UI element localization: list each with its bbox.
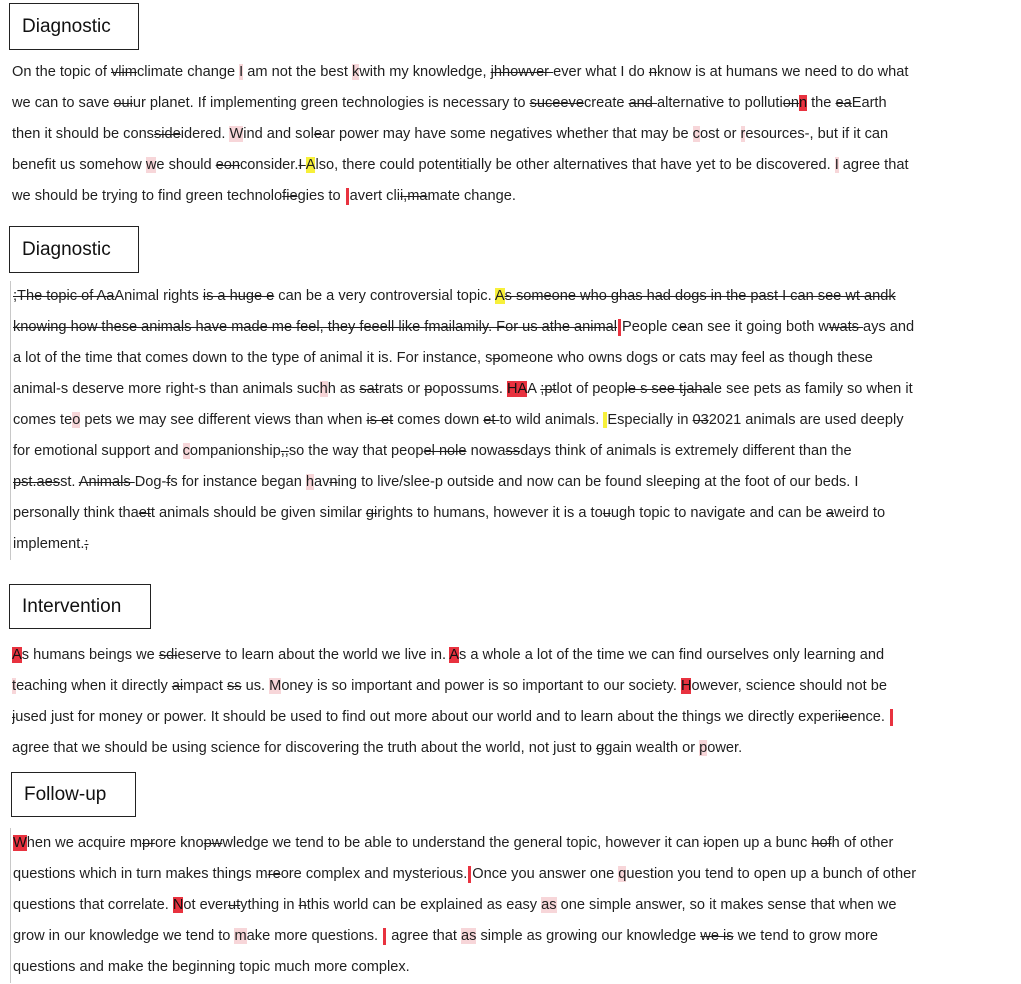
highlighted-text: as xyxy=(460,928,477,944)
text-run: idered. xyxy=(180,126,230,142)
deleted-text: is et xyxy=(366,412,394,428)
text-run: this world can be explained as easy xyxy=(306,897,542,913)
deleted-text: ;The topic of Aa xyxy=(13,288,115,304)
text-run: s humans beings we xyxy=(21,647,159,663)
highlighted-text: I xyxy=(834,157,839,173)
text-run: implement. xyxy=(13,536,85,552)
text-line xyxy=(13,859,1013,890)
highlighted-text: k xyxy=(351,64,360,80)
text-line xyxy=(12,181,1012,212)
text-run: then it should be cons xyxy=(12,126,154,142)
deleted-text: gi xyxy=(365,505,378,521)
text-run: a lot of the time that comes down to the type of animal it is. For instance, s xyxy=(13,350,493,366)
deleted-text: eon xyxy=(215,157,240,173)
text-run: t animals should be given similar xyxy=(150,505,366,521)
highlighted-text: r xyxy=(740,126,746,142)
text-run: open up a bunc xyxy=(706,835,812,851)
deleted-text: ; xyxy=(84,536,89,552)
text-run: comes te xyxy=(13,412,73,428)
text-run: 2021 animals are used deeply xyxy=(708,412,904,428)
text-run: h of other xyxy=(831,835,894,851)
deleted-text: ai xyxy=(171,678,184,694)
text-run: days think of animals is extremely different than the xyxy=(520,443,852,459)
deleted-text: and xyxy=(628,95,657,111)
text-run: know is at humans we need to do what xyxy=(656,64,909,80)
deleted-text: e xyxy=(313,126,322,142)
text-run: personally think tha xyxy=(13,505,139,521)
deleted-text: i,ma xyxy=(399,188,428,204)
deleted-text: sdi xyxy=(158,647,178,663)
deleted-text: side xyxy=(153,126,181,142)
text-run: agree that xyxy=(838,157,909,173)
highlighted-text: I xyxy=(239,64,244,80)
deleted-text: s someone who ghas had dogs in the past I can see wt andk xyxy=(504,288,896,304)
text-run: questions and make the beginning topic much more complex. xyxy=(13,959,410,975)
text-run: agree that we should be using science for discovering the truth about the world, not just to xyxy=(12,740,597,756)
highlighted-text: W xyxy=(229,126,244,142)
text-run: Especially in xyxy=(607,412,693,428)
text-run: ake more questions. xyxy=(246,928,383,944)
deleted-text: n xyxy=(648,64,657,80)
text-run: used just for money or power. It should be used to find out more about our world and to learn about the things we directly experi xyxy=(15,709,838,725)
highlighted-text: HA xyxy=(507,381,528,397)
text-run: to wild animals. xyxy=(499,412,604,428)
text-line xyxy=(13,529,1013,560)
text-run: lso, there could potent xyxy=(315,157,460,173)
highlighted-text: t xyxy=(12,678,17,694)
text-run: Animal rights xyxy=(114,288,203,304)
deleted-text: p xyxy=(424,381,433,397)
text-run: create xyxy=(583,95,629,111)
text-run: ur planet. If implementing green technologies is necessary to xyxy=(132,95,530,111)
highlighted-text: c xyxy=(182,443,190,459)
text-run: owever, science should not be xyxy=(691,678,888,694)
deleted-text: a xyxy=(825,505,834,521)
text-run: le see pets as family so when it xyxy=(710,381,913,397)
text-run: hen we acquire m xyxy=(26,835,142,851)
text-line xyxy=(12,640,1012,671)
deleted-text: j xyxy=(12,709,16,725)
deleted-text: suceeve xyxy=(529,95,584,111)
deleted-text: pst.aes xyxy=(13,474,61,490)
text-line xyxy=(13,921,1013,952)
text-run: Dog- xyxy=(134,474,167,490)
text-run: ore kno xyxy=(154,835,204,851)
text-run: so the way that peop xyxy=(288,443,424,459)
deleted-text: Animals xyxy=(78,474,135,490)
section-paragraph-diagnostic-1 xyxy=(12,57,1012,212)
text-run: ence. xyxy=(849,709,889,725)
text-run: ompanionship xyxy=(189,443,281,459)
text-line xyxy=(12,733,1012,764)
text-run: e should xyxy=(156,157,216,173)
text-run: mate change. xyxy=(427,188,516,204)
highlighted-text: M xyxy=(269,678,282,694)
section-paragraph-intervention xyxy=(12,640,1012,764)
text-run: People c xyxy=(622,319,679,335)
highlighted-text: p xyxy=(699,740,708,756)
text-run: ays and xyxy=(863,319,915,335)
text-line xyxy=(13,343,1013,374)
text-run: esources-, but if it can xyxy=(745,126,889,142)
section-label-diagnostic-1: Diagnostic xyxy=(9,3,139,50)
text-run: ugh topic to navigate and can be xyxy=(610,505,826,521)
text-line xyxy=(13,436,1013,467)
edit-cursor-marker xyxy=(618,319,621,336)
text-line xyxy=(13,828,1013,859)
highlighted-text: n xyxy=(798,95,808,111)
highlighted-text: q xyxy=(618,866,627,882)
text-run: uestion you tend to open up a bunch of other xyxy=(626,866,917,882)
text-run: comes down xyxy=(393,412,484,428)
deleted-text: et xyxy=(138,505,151,521)
text-run: we tend to grow more xyxy=(733,928,878,944)
text-line xyxy=(13,281,1013,312)
text-run: can be a very controversial topic. xyxy=(274,288,495,304)
deleted-text: ie xyxy=(837,709,850,725)
text-run: tially be other alternatives that have yet to be discovered. xyxy=(462,157,835,173)
highlighted-text: A xyxy=(305,157,316,173)
text-run: nowa xyxy=(466,443,506,459)
edit-cursor-marker xyxy=(383,928,386,945)
text-line xyxy=(12,119,1012,150)
deleted-text: le s see tjaha xyxy=(624,381,711,397)
text-run: gies to xyxy=(297,188,345,204)
deleted-text: we is xyxy=(700,928,734,944)
section-paragraph-follow-up xyxy=(10,828,1013,983)
text-run: simple as growing our knowledge xyxy=(476,928,701,944)
deleted-text: ,; xyxy=(280,443,289,459)
section-label-diagnostic-2: Diagnostic xyxy=(9,226,139,273)
deleted-text: e xyxy=(678,319,687,335)
highlighted-text: A xyxy=(494,288,505,304)
text-run: Earth xyxy=(851,95,887,111)
highlighted-text: N xyxy=(172,897,184,913)
deleted-text: oui xyxy=(113,95,133,111)
deleted-text: ss xyxy=(505,443,521,459)
deleted-text: sat xyxy=(359,381,379,397)
text-run: animal-s deserve more right-s than animals suc xyxy=(13,381,320,397)
text-run: we can to save xyxy=(12,95,114,111)
text-run: A xyxy=(527,381,541,397)
text-line xyxy=(12,702,1012,733)
highlighted-text: o xyxy=(72,412,81,428)
highlighted-text: W xyxy=(13,835,27,851)
text-run: st. xyxy=(60,474,79,490)
section-label-follow-up: Follow-up xyxy=(11,772,136,817)
text-run: oney is so important and power is so important to our society. xyxy=(281,678,681,694)
highlighted-text: A xyxy=(449,647,459,663)
deleted-text: pr xyxy=(141,835,155,851)
deleted-text: u xyxy=(602,505,611,521)
text-run: lot of peop xyxy=(556,381,625,397)
highlighted-text: H xyxy=(680,678,692,694)
text-run: ind and sol xyxy=(243,126,314,142)
text-run: eserve to learn about the world we live in. xyxy=(177,647,450,663)
highlighted-text: m xyxy=(234,928,247,944)
deleted-text: n xyxy=(329,474,338,490)
text-run: an see it going both w xyxy=(686,319,829,335)
text-run: pets we may see different views than when xyxy=(80,412,367,428)
text-run: the xyxy=(807,95,836,111)
text-run: av xyxy=(314,474,330,490)
text-run: rats or xyxy=(378,381,425,397)
text-line xyxy=(13,405,1013,436)
text-line xyxy=(13,890,1013,921)
text-run: climate change xyxy=(136,64,240,80)
text-run: opossums. xyxy=(432,381,507,397)
edit-cursor-marker xyxy=(346,188,349,205)
text-run: gain wealth or xyxy=(604,740,700,756)
text-run: questions which in turn makes things m xyxy=(13,866,268,882)
deleted-text: on xyxy=(782,95,799,111)
section-paragraph-diagnostic-2 xyxy=(10,281,1013,560)
deleted-text: g xyxy=(596,740,605,756)
deleted-text: ut xyxy=(227,897,241,913)
text-run: benefit us somehow xyxy=(12,157,146,173)
text-run: omeone who owns dogs or cats may feel as though these xyxy=(500,350,873,366)
text-line xyxy=(12,150,1012,181)
deleted-text: 03 xyxy=(692,412,709,428)
highlighted-text: h xyxy=(305,474,314,490)
deleted-text: wats xyxy=(828,319,864,335)
deleted-text: fie xyxy=(282,188,298,204)
deleted-text: knowing how these animals have made me feel, they feeell like fmailamily. For us athe animal xyxy=(13,319,618,335)
text-run: with my knowledge, xyxy=(359,64,491,80)
text-run: alternative to polluti xyxy=(656,95,783,111)
text-run: rights to humans, however it is a to xyxy=(377,505,603,521)
deleted-text: ss xyxy=(226,678,242,694)
deleted-text: et xyxy=(483,412,500,428)
text-run: s a whole a lot of the time we can find ourselves only learning and xyxy=(459,647,885,663)
text-run: questions that correlate. xyxy=(13,897,173,913)
edit-cursor-marker xyxy=(468,866,471,883)
deleted-text: jhhowver xyxy=(490,64,554,80)
text-run: agree that xyxy=(387,928,461,944)
text-line xyxy=(13,467,1013,498)
deleted-text: f xyxy=(166,474,171,490)
text-run: eaching when it directly xyxy=(16,678,172,694)
deleted-text: ea xyxy=(835,95,852,111)
text-line xyxy=(12,671,1012,702)
highlighted-text: A xyxy=(12,647,22,663)
deleted-text: re xyxy=(267,866,281,882)
text-run: grow in our knowledge we tend to xyxy=(13,928,235,944)
deleted-text: i xyxy=(703,835,707,851)
text-line xyxy=(12,88,1012,119)
text-run: ot ever xyxy=(183,897,228,913)
highlighted-text: h xyxy=(319,381,328,397)
deleted-text: vlim xyxy=(110,64,137,80)
text-run: ing to live/slee-p outside and now can be found sleeping at the foot of our beds. I xyxy=(337,474,859,490)
deleted-text: p xyxy=(492,350,501,366)
highlighted-text: w xyxy=(145,157,157,173)
text-run: ar power may have some negatives whether that may be xyxy=(321,126,693,142)
section-label-intervention: Intervention xyxy=(9,584,151,629)
highlighted-text: c xyxy=(692,126,700,142)
text-run: for emotional support and xyxy=(13,443,183,459)
deleted-text: pw xyxy=(203,835,223,851)
text-run: mpact xyxy=(183,678,227,694)
text-run: Once you answer one xyxy=(472,866,619,882)
text-run: ything in xyxy=(240,897,299,913)
text-run: us. xyxy=(241,678,270,694)
text-run: weird to xyxy=(834,505,886,521)
text-run: one simple answer, so it makes sense that when we xyxy=(556,897,897,913)
deleted-text: el nole xyxy=(423,443,467,459)
text-line xyxy=(13,952,1013,983)
edit-cursor-marker xyxy=(890,709,893,726)
deleted-text: ;pt xyxy=(540,381,557,397)
text-run: ever what I do xyxy=(553,64,649,80)
deleted-text: h xyxy=(298,897,307,913)
highlighted-text: as xyxy=(541,897,557,913)
deleted-text: I xyxy=(298,157,306,173)
text-run: we should be trying to find green technolo xyxy=(12,188,283,204)
text-run: ost or xyxy=(699,126,741,142)
text-run: h as xyxy=(327,381,360,397)
text-run: ore complex and mysterious. xyxy=(280,866,468,882)
text-run: s for instance began xyxy=(170,474,306,490)
text-run: consider. xyxy=(240,157,299,173)
text-line xyxy=(13,498,1013,529)
text-line xyxy=(12,57,1012,88)
text-run: ower. xyxy=(707,740,743,756)
text-run: avert cli xyxy=(349,188,400,204)
deleted-text: is a huge e xyxy=(202,288,275,304)
text-run: On the topic of xyxy=(12,64,111,80)
text-line xyxy=(13,312,1013,343)
text-run: am not the best xyxy=(243,64,352,80)
deleted-text: hof xyxy=(811,835,832,851)
text-line xyxy=(13,374,1013,405)
deleted-text: i xyxy=(459,157,463,173)
text-run: wledge we tend to be able to understand the general topic, however it can xyxy=(222,835,704,851)
